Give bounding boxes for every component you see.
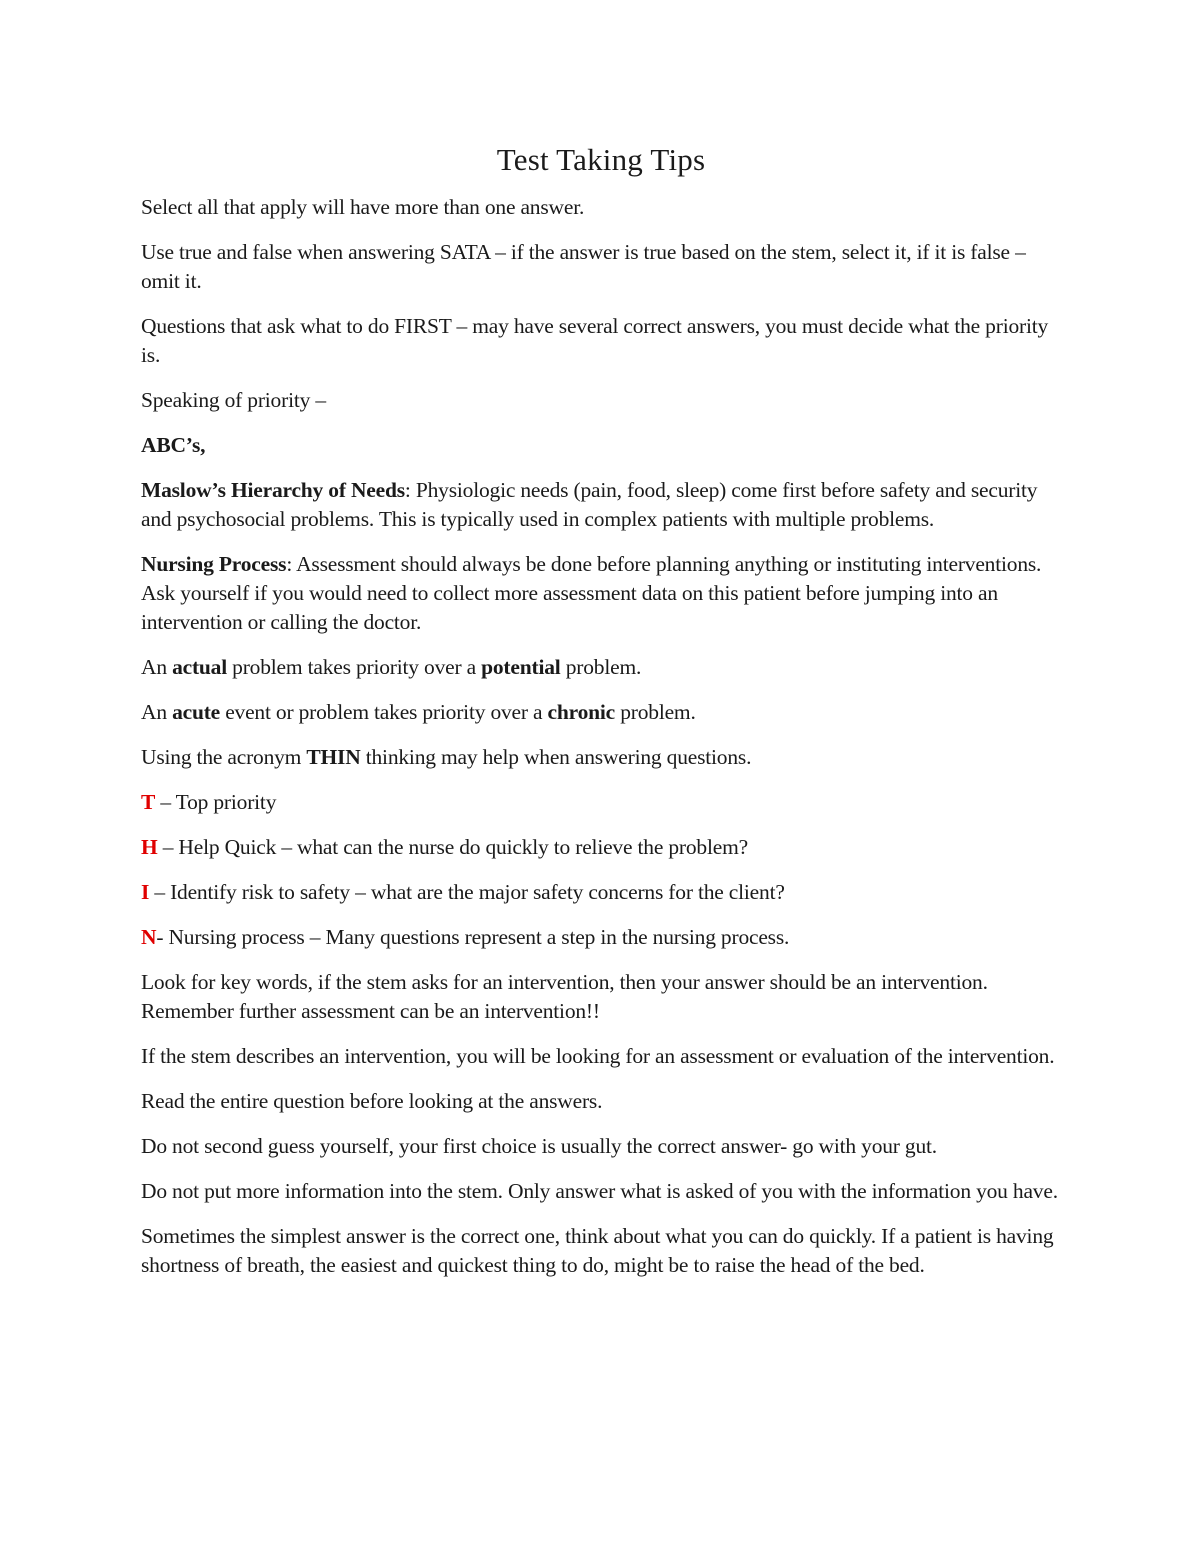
thin-letter: T <box>141 790 156 814</box>
paragraph-first: Questions that ask what to do FIRST – may have several correct answers, you must decide what the priority is. <box>141 314 1049 367</box>
acute-line-e: problem. <box>615 700 696 724</box>
paragraph-true-false: Use true and false when answering SATA – if the answer is true based on the stem, select it, if it is false – omit it. <box>141 240 1026 293</box>
thin-item-t <box>141 788 1061 817</box>
acute-word: acute <box>172 700 221 724</box>
actual-line-c: problem takes priority over a <box>227 655 482 679</box>
maslow-label: Maslow’s Hierarchy of Needs <box>141 478 405 502</box>
acute-line-c: event or problem takes priority over a <box>220 700 548 724</box>
paragraph-thin-intro <box>141 743 1061 772</box>
paragraph-key-words: Look for key words, if the stem asks for an intervention, then your answer should be an intervention. Remember further assessment can be an intervention!! <box>141 970 988 1023</box>
nursing-process-label: Nursing Process <box>141 552 287 576</box>
paragraph-actual-potential <box>141 653 1061 682</box>
potential-word: potential <box>481 655 561 679</box>
document-body <box>141 140 1061 1296</box>
thin-line-a: Using the acronym <box>141 745 307 769</box>
page-title: Test Taking Tips <box>496 142 706 177</box>
chronic-word: chronic <box>547 700 616 724</box>
actual-word: actual <box>172 655 227 679</box>
paragraph-maslow <box>141 476 1061 534</box>
thin-item-h <box>141 833 1061 862</box>
paragraph-nursing-process <box>141 550 1061 637</box>
paragraph-sata: Select all that apply will have more than one answer. <box>141 195 585 219</box>
nursing-process-text: : Assessment should always be done before planning anything or instituting interventions. Ask yourself if you would need to collect more assessment data on this patient before jumping into an intervention or calling the doctor. <box>141 552 1042 634</box>
paragraph-read-entire: Read the entire question before looking at the answers. <box>141 1089 603 1113</box>
paragraph-acute-chronic <box>141 698 1061 727</box>
thin-letter: H <box>141 835 158 859</box>
paragraph-speaking-of-priority: Speaking of priority – <box>141 388 326 412</box>
actual-line-a: An <box>141 655 173 679</box>
paragraph-abcs <box>141 431 1061 460</box>
thin-text: – Top priority <box>155 790 277 814</box>
paragraph-stem-intervention: If the stem describes an intervention, you will be looking for an assessment or evaluation of the intervention. <box>141 1044 1055 1068</box>
paragraph-more-info: Do not put more information into the stem. Only answer what is asked of you with the information you have. <box>141 1179 1058 1203</box>
maslow-text: : Physiologic needs (pain, food, sleep) come first before safety and security and psychosocial problems. This is typically used in complex patients with multiple problems. <box>141 478 1038 531</box>
thin-letter: N <box>141 925 157 949</box>
paragraph-simplest: Sometimes the simplest answer is the correct one, think about what you can do quickly. If a patient is having shortness of breath, the easiest and quickest thing to do, might be to raise the head of the bed. <box>141 1224 1054 1277</box>
thin-word: THIN <box>306 745 361 769</box>
paragraph-second-guess: Do not second guess yourself, your first choice is usually the correct answer- go with your gut. <box>141 1134 937 1158</box>
thin-item-i <box>141 878 1061 907</box>
actual-line-e: problem. <box>560 655 642 679</box>
thin-line-c: thinking may help when answering questions. <box>360 745 752 769</box>
thin-text: – Help Quick – what can the nurse do quickly to relieve the problem? <box>157 835 748 859</box>
thin-item-n <box>141 923 1061 952</box>
acute-line-a: An <box>141 700 173 724</box>
thin-text: – Identify risk to safety – what are the major safety concerns for the client? <box>149 880 785 904</box>
abcs-label: ABC’s, <box>141 433 206 457</box>
thin-text: - Nursing process – Many questions represent a step in the nursing process. <box>156 925 790 949</box>
thin-letter: I <box>141 880 150 904</box>
